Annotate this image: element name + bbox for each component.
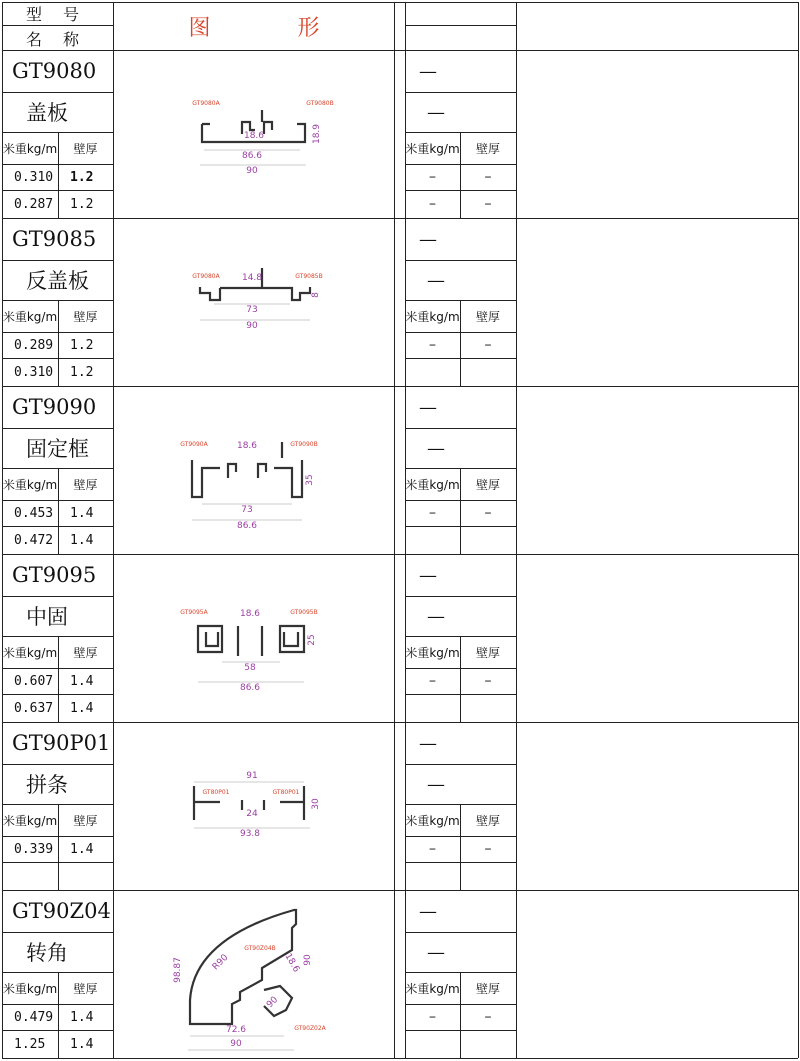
dim-label: 90 xyxy=(246,166,258,176)
right-weight-value: – xyxy=(429,673,436,689)
right-weight-value xyxy=(405,1030,460,1058)
dim-label: 90 xyxy=(230,1039,242,1049)
thickness-value: 1.4 xyxy=(70,673,94,689)
dim-label: 90 xyxy=(246,321,258,331)
thickness-col-label: 壁厚 xyxy=(475,645,500,660)
product-name: 盖板 xyxy=(26,101,68,125)
thickness-value: 1.2 xyxy=(70,337,94,353)
right-weight-value: – xyxy=(429,337,436,353)
part-label-b: GT9095B xyxy=(290,609,318,616)
right-thickness-value xyxy=(460,526,516,554)
thickness-value: 1.4 xyxy=(70,841,94,857)
profile-drawing xyxy=(114,596,394,764)
weight-col-label: 米重kg/m xyxy=(2,141,58,156)
dim-label: 58 xyxy=(244,663,256,673)
right-dash: — xyxy=(419,564,437,586)
right-weight-value: – xyxy=(429,505,436,521)
grid-line xyxy=(2,25,113,26)
part-label-b: GT9080B xyxy=(306,100,334,107)
dim-label: 86.6 xyxy=(241,151,263,161)
right-dash: — xyxy=(427,101,445,123)
part-label-b: GT80P01 xyxy=(272,789,300,796)
thickness-col-label: 壁厚 xyxy=(73,141,98,156)
right-weight-value xyxy=(405,526,460,554)
thickness-col-label: 壁厚 xyxy=(475,477,500,492)
weight-value: 0.607 xyxy=(14,673,54,689)
weight-value: 0.453 xyxy=(14,505,54,521)
product-name: 中固 xyxy=(26,605,68,629)
weight-col-label: 米重kg/m xyxy=(2,981,58,996)
part-label-a: GT90Z04B xyxy=(244,945,276,952)
thickness-value xyxy=(58,862,113,890)
product-model: GT9095 xyxy=(12,563,97,587)
weight-value xyxy=(2,862,58,890)
weight-col-label: 米重kg/m xyxy=(405,141,460,156)
product-name: 反盖板 xyxy=(26,269,89,293)
right-dash: — xyxy=(427,773,445,795)
thickness-col-label: 壁厚 xyxy=(73,645,98,660)
dim-label: 25 xyxy=(307,634,317,646)
dim-label: 73 xyxy=(241,505,253,515)
thickness-col-label: 壁厚 xyxy=(73,309,98,324)
dim-label: 90 xyxy=(303,954,313,966)
weight-col-label: 米重kg/m xyxy=(405,309,460,324)
dim-label: 18.6 xyxy=(243,131,265,141)
part-label-a: GT80P01 xyxy=(202,789,230,796)
product-model: GT90P01 xyxy=(12,731,111,755)
weight-col-label: 米重kg/m xyxy=(2,645,58,660)
right-weight-value: – xyxy=(429,196,436,212)
grid-line xyxy=(516,2,517,1058)
grid-line xyxy=(2,1058,798,1059)
thickness-value: 1.2 xyxy=(70,196,94,212)
right-dash: — xyxy=(427,605,445,627)
thickness-value: 1.4 xyxy=(70,505,94,521)
right-dash: — xyxy=(427,269,445,291)
right-thickness-value xyxy=(460,694,516,722)
dim-label: 86.6 xyxy=(239,683,261,693)
product-model: GT90Z04 xyxy=(12,899,111,923)
weight-col-label: 米重kg/m xyxy=(2,477,58,492)
weight-value: 0.310 xyxy=(14,364,54,380)
part-label-a: GT9080A xyxy=(192,100,220,107)
right-dash: — xyxy=(427,941,445,963)
product-name: 转角 xyxy=(26,941,68,965)
right-thickness-value xyxy=(460,358,516,386)
thickness-value: 1.2 xyxy=(70,364,94,380)
dim-label: 90 xyxy=(265,995,281,1011)
dim-label: 18.6 xyxy=(282,951,302,975)
dim-label: R90 xyxy=(210,952,231,973)
dim-label: 8 xyxy=(311,292,321,298)
dim-label: 18.6 xyxy=(236,441,258,451)
part-label-b: GT90Z02A xyxy=(294,1025,326,1032)
weight-value: 0.339 xyxy=(14,841,54,857)
dim-label: 18.9 xyxy=(312,123,322,145)
right-thickness-value: – xyxy=(484,337,492,353)
product-model: GT9090 xyxy=(12,395,97,419)
weight-value: 1.25 xyxy=(14,1036,46,1052)
thickness-value: 1.4 xyxy=(70,1009,94,1025)
part-label-a: GT9090A xyxy=(180,441,208,448)
product-model: GT9085 xyxy=(12,227,97,251)
weight-col-label: 米重kg/m xyxy=(405,477,460,492)
grid-line xyxy=(405,25,516,26)
thickness-value: 1.4 xyxy=(70,532,94,548)
dim-label: 24 xyxy=(246,809,258,819)
name-header: 名 称 xyxy=(25,29,88,49)
product-name: 拼条 xyxy=(26,773,68,797)
right-thickness-value xyxy=(460,862,516,890)
profile-gt90z04 xyxy=(190,910,296,1024)
right-weight-value: – xyxy=(429,1009,436,1025)
thickness-col-label: 壁厚 xyxy=(475,309,500,324)
right-thickness-value: – xyxy=(484,673,492,689)
grid-line xyxy=(798,2,799,1058)
right-thickness-value: – xyxy=(484,841,492,857)
weight-value: 0.287 xyxy=(14,196,54,212)
right-weight-value xyxy=(405,694,460,722)
weight-value: 0.289 xyxy=(14,337,54,353)
part-label-a: GT9095A xyxy=(180,609,208,616)
thickness-col-label: 壁厚 xyxy=(73,981,98,996)
thickness-col-label: 壁厚 xyxy=(73,813,98,828)
right-dash: — xyxy=(419,900,437,922)
figure-header: 图 形 xyxy=(188,15,360,41)
right-dash: — xyxy=(419,396,437,418)
part-label-b: GT9090B xyxy=(290,441,318,448)
dim-label: 14.8 xyxy=(241,273,263,283)
product-name: 固定框 xyxy=(26,437,89,461)
dim-label: 93.8 xyxy=(239,829,261,839)
right-dash: — xyxy=(419,60,437,82)
dim-label: 72.6 xyxy=(225,1025,247,1035)
model-header: 型 号 xyxy=(25,4,88,24)
profile-drawing xyxy=(114,92,394,260)
right-dash: — xyxy=(419,732,437,754)
grid-line xyxy=(2,2,798,3)
weight-value: 0.479 xyxy=(14,1009,54,1025)
right-weight-value: – xyxy=(429,169,436,185)
profile-drawing xyxy=(114,890,394,1058)
right-dash: — xyxy=(419,228,437,250)
dim-label: 35 xyxy=(305,474,315,486)
product-model: GT9080 xyxy=(12,59,97,83)
weight-col-label: 米重kg/m xyxy=(405,645,460,660)
right-thickness-value xyxy=(460,1030,516,1058)
dim-label: 30 xyxy=(311,798,321,810)
right-weight-value xyxy=(405,358,460,386)
weight-col-label: 米重kg/m xyxy=(405,981,460,996)
thickness-value: 1.4 xyxy=(70,1036,94,1052)
dim-label: 86.6 xyxy=(236,521,258,531)
thickness-col-label: 壁厚 xyxy=(475,981,500,996)
part-label-a: GT9080A xyxy=(192,273,220,280)
thickness-col-label: 壁厚 xyxy=(475,813,500,828)
dim-label: 91 xyxy=(246,771,258,781)
thickness-value: 1.4 xyxy=(70,700,94,716)
thickness-col-label: 壁厚 xyxy=(73,477,98,492)
right-thickness-value: – xyxy=(484,505,492,521)
right-weight-value xyxy=(405,862,460,890)
weight-value: 0.472 xyxy=(14,532,54,548)
weight-value: 0.310 xyxy=(14,169,54,185)
thickness-value: 1.2 xyxy=(70,169,94,185)
dim-label: 73 xyxy=(246,305,258,315)
right-thickness-value: – xyxy=(484,169,492,185)
profile-gt9095 xyxy=(198,626,304,656)
weight-col-label: 米重kg/m xyxy=(405,813,460,828)
dim-label: 18.6 xyxy=(239,609,261,619)
right-dash: — xyxy=(427,437,445,459)
weight-value: 0.637 xyxy=(14,700,54,716)
weight-col-label: 米重kg/m xyxy=(2,813,58,828)
weight-col-label: 米重kg/m xyxy=(2,309,58,324)
right-thickness-value: – xyxy=(484,1009,492,1025)
grid-line xyxy=(394,2,395,1058)
part-label-b: GT9085B xyxy=(295,273,323,280)
grid-line xyxy=(2,50,798,51)
profile-drawing xyxy=(114,260,394,428)
dim-label: 98.87 xyxy=(173,957,183,983)
right-weight-value: – xyxy=(429,841,436,857)
profile-drawing xyxy=(114,428,394,596)
right-thickness-value: – xyxy=(484,196,492,212)
thickness-col-label: 壁厚 xyxy=(475,141,500,156)
